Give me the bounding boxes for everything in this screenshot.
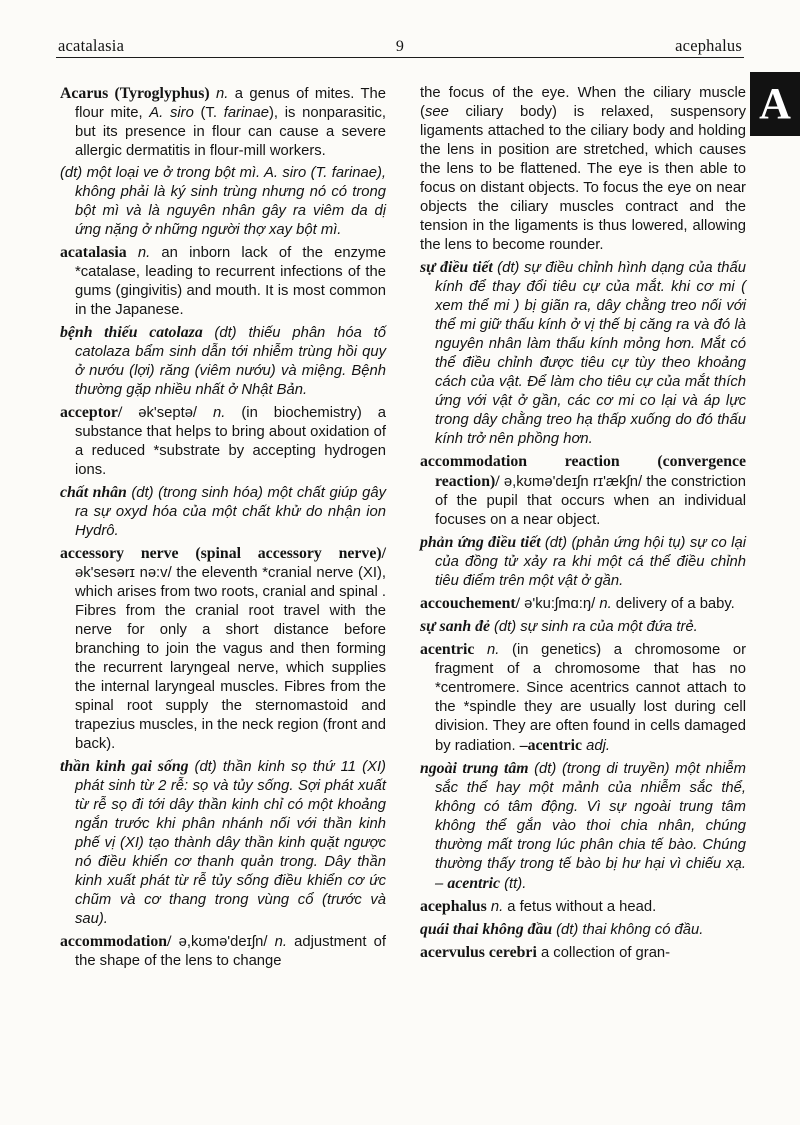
entry-accommodation-en xyxy=(60,932,386,971)
text-run: ə,kʊmə'deɪʃn rɪ'ækʃn/ xyxy=(499,474,647,490)
text-run: delivery of a baby. xyxy=(611,596,735,612)
text-run: (in genetics) a chromosome or fragment of a chromosome that has no *centromere. Since acentrics cannot attach to the *spindle they are usually lost during cell division. They are often found in cells damaged by radiation. xyxy=(435,642,746,754)
italic-text: farinae xyxy=(223,105,269,121)
entry-acentric-en xyxy=(420,640,746,756)
italic-text: (dt) thần kinh sọ thứ 11 (XI) phát sinh từ 2 rễ: sọ và tủy sống. Sợi phát xuất từ rễ sọ đi tới dây thần kinh chỉ có một khoảng ngắn trước khi phân nhánh nối với thần kinh phế vị (XI) tạo thành dây thần kinh quặt ngược nó điều khiển cơ thanh quản trong. Dây thần kinh xuất phát từ rễ tủy sống điều khiển cơ ức chũm và cơ thang trong vùng cổ (trước và sau). xyxy=(75,759,386,927)
entry-acarus-vn xyxy=(60,164,386,240)
text-run: adjustment of the shape of the lens to change xyxy=(75,934,386,969)
headword-vn: thần kinh gai sống xyxy=(60,758,195,775)
page-header xyxy=(58,36,742,56)
headword-en: acatalasia xyxy=(60,244,127,261)
text-columns xyxy=(60,84,746,974)
text-run: the constriction of the pupil that occurs when an individual focuses on a near object. xyxy=(435,474,746,528)
italic-text: see xyxy=(424,104,449,120)
header-guide-word-left: acatalasia xyxy=(58,36,125,55)
entry-acentric-vn xyxy=(420,759,746,894)
entry-acceptor-en xyxy=(60,403,386,480)
headword-en: accessory nerve (spinal accessory nerve)/ xyxy=(60,545,386,562)
italic-text: (dt) thiếu phân hóa tố catolaza bẩm sinh dẫn tới nhiễm trùng hồi quy ở nướu (lợi) răng (viêm nướu) và miệng. Bệnh thường gặp nhiều nhất ở Nhật Bản. xyxy=(75,325,386,398)
italic-text: (dt) (trong di truyền) một nhiễm sắc thể hay một mảnh của nhiễm sắc thể, không có tâm động. Vì sự ngoài trung tâm không thể gắn vào thoi chia nhân, chúng thường mất trong lúc phân chia tế bào. Chúng thường thấy trong tế bào bị hư hại vì chiếu xạ. – xyxy=(435,761,746,892)
text-run: ə,kʊmə'deɪʃn/ xyxy=(171,934,275,950)
entry-acarus-en xyxy=(60,84,386,161)
italic-text: (dt) (phản ứng hội tụ) sự co lại của đồng tử xảy ra khi một cá thể điều chỉnh tiêu điểm trên một vật ở gần. xyxy=(435,535,746,589)
entry-accouchement-vn xyxy=(420,617,746,637)
italic-text: (dt) một loại ve ở trong bột mì. A. siro (T. farinae), không phải là ký sinh trùng nhưng nó có trong bột mì và là nguyên nhân gây ra viêm da dị ứng nặng ở những người thợ xay bột mì. xyxy=(60,165,386,238)
column-left xyxy=(60,84,386,974)
text-run: the eleventh *cranial nerve (XI), which arises from two roots, cranial and spinal . Fibres from the cranial root travel with the nerve for only a short distance before branching to join the vagus and then forming the recurrent laryngeal nerve, which supplies the internal laryngeal muscles. Fibres from the spinal root supply the sternomastoid and trapezius muscles, in the neck region (front and back). xyxy=(75,565,386,752)
headword-en: acephalus xyxy=(420,898,487,915)
headword-en: accommodation/ xyxy=(60,933,172,950)
headword-en: accommodation reaction (convergence reaction)/ xyxy=(420,453,746,490)
entry-accommodation-reaction-vn xyxy=(420,533,746,591)
headword-en: acentric xyxy=(420,641,475,658)
italic-text: n. xyxy=(487,642,500,658)
headword-vn: quái thai không đầu xyxy=(420,921,557,938)
entry-accommodation-vn xyxy=(420,258,746,449)
italic-text: n. xyxy=(599,596,612,612)
text-run: the focus of the eye. When the ciliary muscle ( xyxy=(420,85,746,120)
text-run: ciliary body) is relaxed, suspensory ligaments attached to the ciliary body and holding the lens in position are stretched, which causes the lens to be flattened. The eye is then able to focus on distant objects. To focus the eye on near objects the ciliary muscles contract and the tension in the ligaments is thus lowered, allowing the lens to become rounder. xyxy=(420,104,746,253)
headword-vn: ngoài trung tâm xyxy=(420,760,535,777)
entry-acephalus-en xyxy=(420,897,746,917)
thumb-index-letter: A xyxy=(759,79,791,128)
headword-vn: sự sanh đẻ xyxy=(420,618,494,635)
italic-text: adj. xyxy=(582,738,610,754)
entry-accessory-nerve-vn xyxy=(60,757,386,929)
text-run: a fetus without a head. xyxy=(503,899,657,915)
column-right xyxy=(420,84,746,974)
italic-text: (dt) sự điều chỉnh hình dạng của thấu kính để thay đổi tiêu cự của mắt. khi cơ mi ( xem thể mi ) bị giãn ra, dây chằng treo nối với thể mi giữ thấu kính ở vị thế bị căng ra và đó là nguyên nhân làm thấu kính mỏng hơn. Mắt có thể điều chỉnh được tiêu cự tùy theo khoảng cách của vật. Để làm cho tiêu cự của mắt thích ứng với vật ở gần, các cơ mi co lại và áp lực trong dây chằng treo hạ thấp xuống do đó thấu kính trở nên phồng hơn. xyxy=(435,260,746,447)
headword-en: Acarus (Tyroglyphus) xyxy=(60,85,210,102)
text-run: an inborn lack of the enzyme *catalase, leading to recurrent infections of the gums (gingivitis) and mouth. It is most common in the Japanese. xyxy=(75,245,386,318)
italic-text: (dt) thai không có đầu. xyxy=(556,922,704,938)
text-run: (in biochemistry) a substance that helps to bring about oxidation of a reduced *substrate by accepting hydrogen ions. xyxy=(75,405,386,478)
text-run: ək'sesərɪ nə:v/ xyxy=(75,565,177,581)
header-rule xyxy=(56,57,744,58)
headword-vn: acentric xyxy=(447,875,500,892)
headword-vn: sự điều tiết xyxy=(420,259,498,276)
text-run: (T. xyxy=(193,105,224,121)
text-run xyxy=(127,245,138,261)
text-run: ə'ku:ʃmɑ:ŋ/ xyxy=(520,596,600,612)
text-run: a collection of gran- xyxy=(536,945,671,961)
thumb-index-tab xyxy=(750,72,800,136)
headword-en: acervulus cerebri xyxy=(420,944,537,961)
entry-accessory-nerve-en xyxy=(60,544,386,754)
italic-text: A. siro xyxy=(149,105,194,121)
entry-accouchement-en xyxy=(420,594,746,614)
italic-text: n. xyxy=(490,899,504,915)
entry-accommodation-reaction-en xyxy=(420,452,746,530)
text-run: ), is nonparasitic, but its presence in flour can cause a severe allergic dermatitis in flour-mill workers. xyxy=(75,105,387,159)
text-run: ək'septə/ xyxy=(122,405,214,421)
italic-text: (tt). xyxy=(500,876,527,892)
header-guide-word-right: acephalus xyxy=(675,36,742,55)
entry-acceptor-vn xyxy=(60,483,386,541)
headword-vn: chất nhân xyxy=(60,484,132,501)
entry-accommodation-en-continued xyxy=(420,84,746,255)
headword-en: accouchement/ xyxy=(420,595,521,612)
text-run: a genus of mites. The flour mite, xyxy=(75,86,386,121)
entry-acatalasia-vn xyxy=(60,323,386,400)
italic-text: n. xyxy=(216,86,229,102)
italic-text: n. xyxy=(213,405,226,421)
italic-text: (dt) (trong sinh hóa) một chất giúp gây ra sự oxyd hóa của một chất khử do nhận ion Hydrô. xyxy=(75,485,386,539)
page-number: 9 xyxy=(395,38,405,55)
entry-acervulus-cerebri-en xyxy=(420,943,746,963)
headword-en: acceptor/ xyxy=(60,404,123,421)
headword-vn: bệnh thiếu catolaza xyxy=(60,324,215,341)
headword-vn: phản ứng điều tiết xyxy=(420,534,545,551)
entry-acephalus-vn xyxy=(420,920,746,940)
italic-text: (dt) sự sinh ra của một đứa trẻ. xyxy=(494,619,698,635)
headword-en: –acentric xyxy=(519,737,583,754)
italic-text: n. xyxy=(137,245,151,261)
entry-acatalasia-en xyxy=(60,243,386,320)
text-run xyxy=(474,642,487,658)
italic-text: n. xyxy=(274,934,287,950)
